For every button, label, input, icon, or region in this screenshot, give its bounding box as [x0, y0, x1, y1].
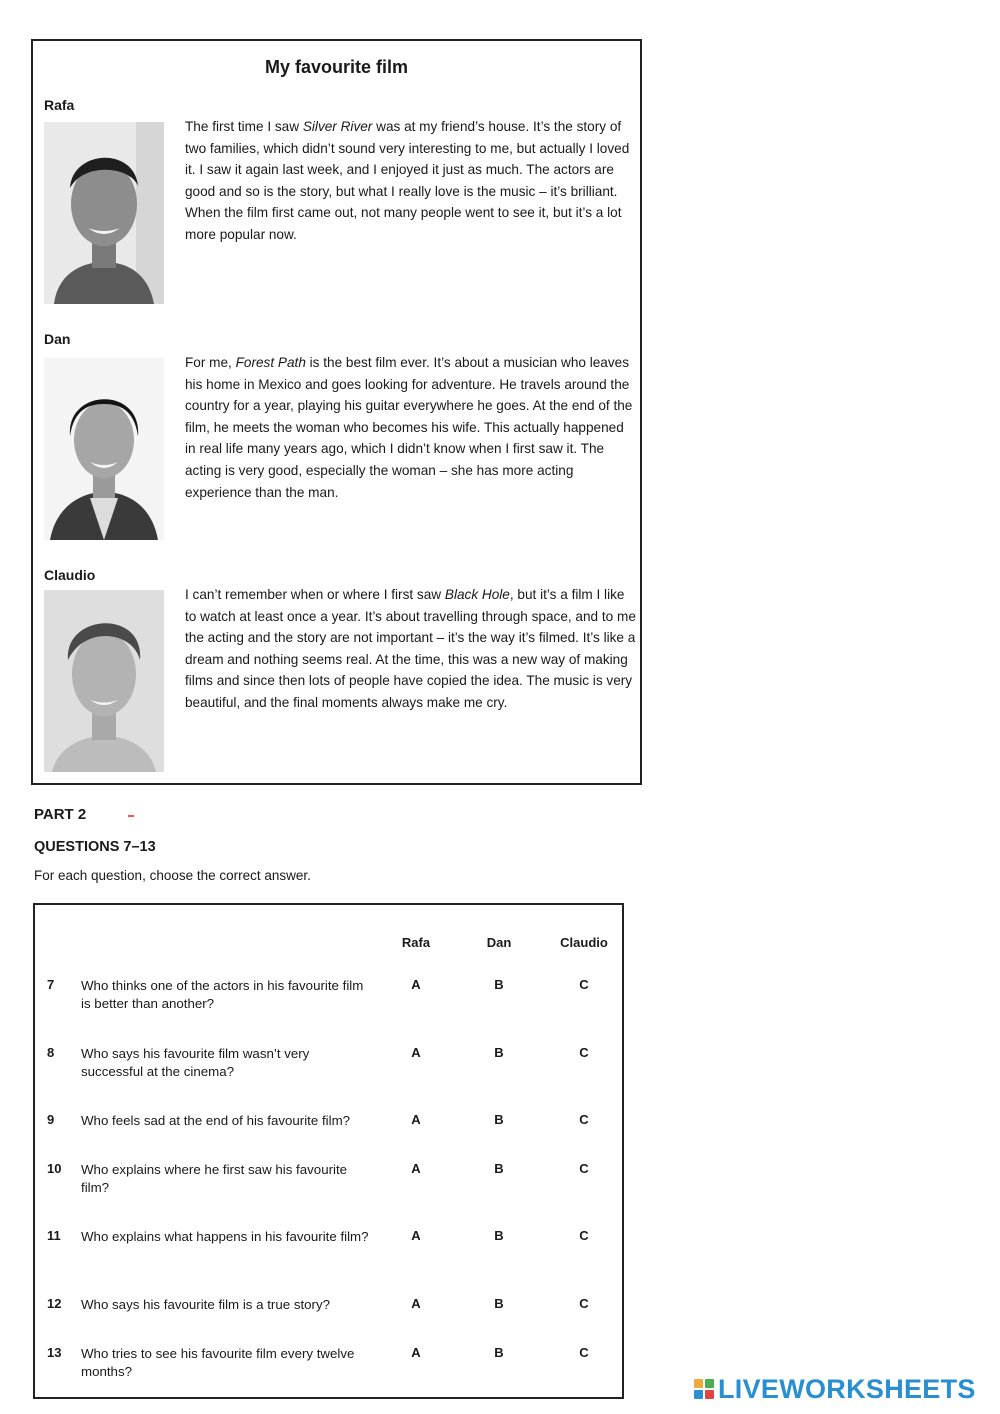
question-number: 8: [47, 1045, 55, 1060]
question-text: Who explains where he first saw his favourite film?: [81, 1162, 348, 1195]
paragraph-text: I can’t remember when or where I first saw: [185, 587, 445, 602]
questions-table: [33, 903, 624, 1399]
film-title: Black Hole: [444, 587, 510, 602]
answer-option-b[interactable]: B: [494, 1228, 504, 1243]
reading-box: [31, 39, 642, 785]
logo-square-green: [705, 1379, 714, 1388]
column-header-dan: Dan: [486, 935, 512, 950]
logo-square-red: [705, 1390, 714, 1399]
answer-option-c[interactable]: C: [579, 977, 589, 992]
film-title: Forest Path: [235, 355, 306, 370]
question-number: 12: [47, 1296, 62, 1311]
answer-option-b[interactable]: B: [494, 1045, 504, 1060]
question-text: Who feels sad at the end of his favourite film?: [81, 1113, 351, 1128]
question-number: 11: [47, 1228, 61, 1243]
question-text: Who thinks one of the actors in his favourite film is better than another?: [81, 978, 364, 1011]
answer-option-c[interactable]: C: [579, 1345, 589, 1360]
brand-logo: [694, 1374, 976, 1404]
photo-dan: [44, 358, 164, 540]
answer-option-c[interactable]: C: [579, 1112, 589, 1127]
answer-option-b[interactable]: B: [494, 977, 504, 992]
logo-square-blue: [694, 1390, 703, 1399]
question-text: Who tries to see his favourite film every twelve months?: [81, 1346, 355, 1379]
answer-option-b[interactable]: B: [494, 1112, 504, 1127]
person-name-dan: Dan: [44, 331, 71, 347]
paragraph-rafa: [185, 116, 637, 246]
paragraph-text: was at my friend’s house. It’s the story of two families, which didn’t sound very interesting to me, but actually I loved it. I saw it again last week, and I enjoyed it just as much. The actors are good and so is the story, but what I really love is the music – it’s brilliant. When the film first came out, not many people went to see it, but it’s a lot more popular now.: [185, 119, 630, 242]
answer-option-b[interactable]: B: [494, 1161, 504, 1176]
question-number: 9: [47, 1112, 55, 1127]
person-name-claudio: Claudio: [44, 567, 96, 583]
part-heading: PART 2: [34, 806, 87, 823]
questions-heading: QUESTIONS 7–13: [34, 839, 156, 855]
reading-title: My favourite film: [264, 57, 409, 77]
answer-option-b[interactable]: B: [494, 1345, 504, 1360]
question-text: Who says his favourite film wasn’t very successful at the cinema?: [81, 1046, 310, 1079]
answer-option-a[interactable]: A: [411, 1161, 421, 1176]
answer-option-a[interactable]: A: [411, 1296, 421, 1311]
film-title: Silver River: [302, 119, 373, 134]
paragraph-claudio: [185, 584, 637, 714]
photo-claudio: [44, 590, 164, 772]
paragraph-text: is the best film ever. It’s about a musician who leaves his home in Mexico and goes looking for adventure. He travels around the country for a year, playing his guitar everywhere he goes. At the end of the film, he meets the woman who becomes his wife. This actually happened in real life many years ago, which I didn’t know when I first saw it. The acting is very good, especially the woman – she has more acting experience than the man.: [185, 355, 633, 500]
question-number: 13: [47, 1345, 62, 1360]
paragraph-text: For me,: [185, 355, 236, 370]
answer-option-c[interactable]: C: [579, 1045, 589, 1060]
question-text: Who says his favourite film is a true story?: [81, 1297, 331, 1312]
answer-option-c[interactable]: C: [579, 1161, 589, 1176]
answer-option-b[interactable]: B: [494, 1296, 504, 1311]
question-number: 10: [47, 1161, 62, 1176]
answer-option-a[interactable]: A: [411, 1045, 421, 1060]
column-header-claudio: Claudio: [560, 935, 608, 950]
answer-option-c[interactable]: C: [579, 1296, 589, 1311]
liveworksheets-icon: [694, 1379, 714, 1399]
question-number: 7: [47, 977, 55, 992]
photo-rafa: [44, 122, 164, 304]
paragraph-text: , but it’s a film I like to watch at least once a year. It’s about travelling through space, and to me the acting and the story are not important – it’s the way it’s filmed. It’s like a dream and nothing seems real. At the time, this was a new way of making films and since then lots of people have copied the idea. The music is very beautiful, and the final moments always make me cry.: [185, 587, 636, 710]
answer-option-a[interactable]: A: [411, 1112, 421, 1127]
logo-square-orange: [694, 1379, 703, 1388]
question-text: Who explains what happens in his favourite film?: [81, 1229, 369, 1244]
answer-option-a[interactable]: A: [411, 1228, 421, 1243]
column-header-rafa: Rafa: [401, 935, 431, 950]
instructions: For each question, choose the correct answer.: [34, 868, 311, 883]
brand-text: LIVEWORKSHEETS: [718, 1373, 976, 1404]
answer-option-a[interactable]: A: [411, 1345, 421, 1360]
answer-option-c[interactable]: C: [579, 1228, 589, 1243]
red-mark: [128, 815, 134, 817]
paragraph-dan: [185, 352, 637, 503]
person-name-rafa: Rafa: [44, 97, 75, 113]
answer-option-a[interactable]: A: [411, 977, 421, 992]
paragraph-text: The first time I saw: [185, 119, 303, 134]
